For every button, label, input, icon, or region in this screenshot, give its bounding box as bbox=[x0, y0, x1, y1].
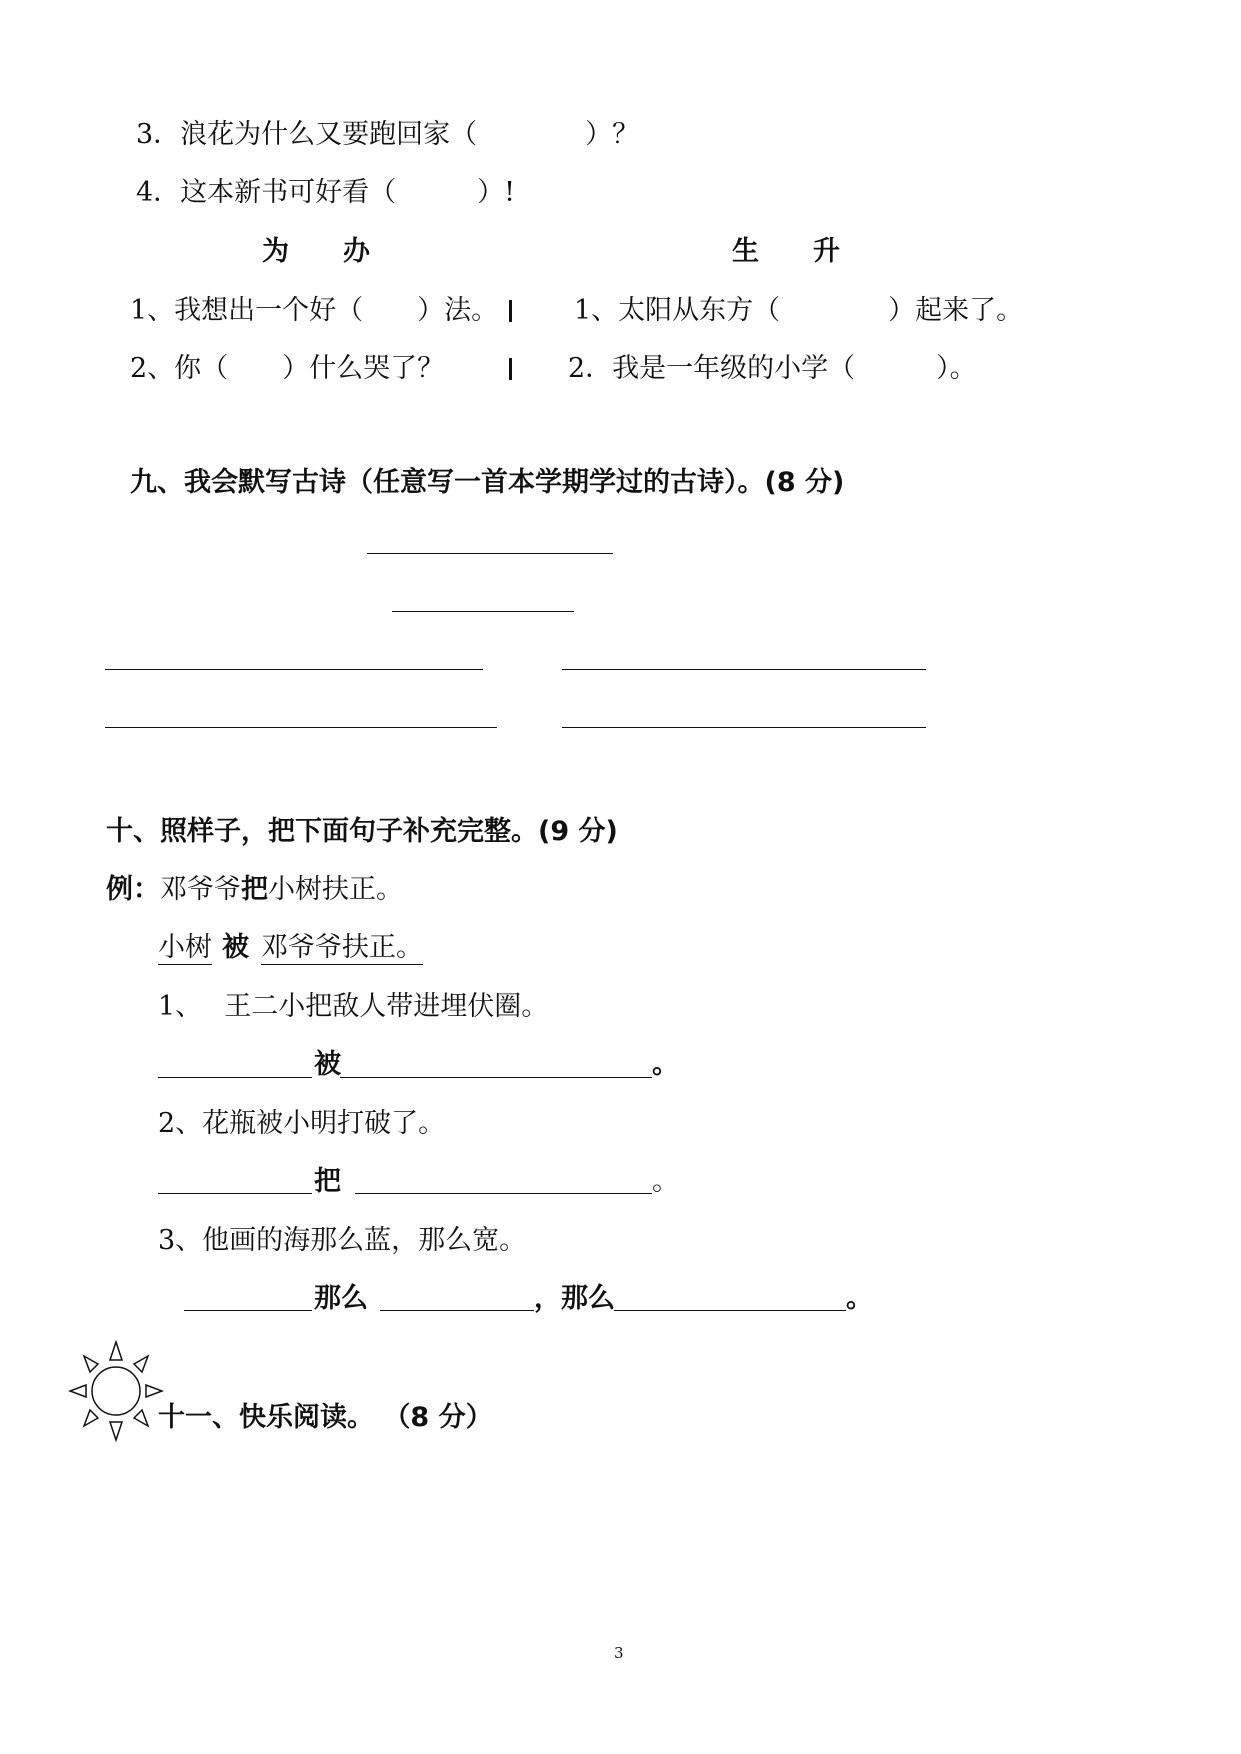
example-label: 例： bbox=[106, 874, 160, 905]
item-3-blank-c[interactable] bbox=[614, 1310, 846, 1311]
item-2-sentence: 2、花瓶被小明打破了。 bbox=[158, 1108, 446, 1139]
fill-sentence-2a: 1、太阳从东方（ ）起来了。 bbox=[574, 295, 1024, 326]
question-3: 3．浪花为什么又要跑回家（ ）？ bbox=[136, 119, 640, 150]
example-answer bbox=[158, 931, 423, 965]
char-pair-2: 生 升 bbox=[732, 236, 840, 267]
item-1-keyword: 被 bbox=[314, 1049, 341, 1080]
page-number: 3 bbox=[614, 1644, 624, 1662]
item-3-blank-a[interactable] bbox=[184, 1310, 312, 1311]
item-2-blank-b[interactable] bbox=[355, 1193, 652, 1194]
question-4: 4．这本新书可好看（ ）! bbox=[136, 177, 516, 208]
poem-line-2[interactable] bbox=[562, 669, 926, 670]
poem-author-line[interactable] bbox=[392, 611, 574, 612]
section-9-title: 九、我会默写古诗（任意写一首本学期学过的古诗）。(8 分) bbox=[130, 467, 845, 498]
example-sentence bbox=[106, 873, 403, 907]
example-subject: 邓爷爷 bbox=[160, 874, 241, 905]
fill-sentence-2b: 2．我是一年级的小学（ ）。 bbox=[568, 353, 977, 384]
item-1-blank-a[interactable] bbox=[158, 1077, 312, 1078]
item-2-period: 。 bbox=[652, 1166, 679, 1197]
poem-line-1[interactable] bbox=[105, 669, 483, 670]
item-2-keyword: 把 bbox=[314, 1166, 341, 1197]
fill-sentence-1b: 2、你（ ）什么哭了？ bbox=[130, 353, 445, 384]
example-answer-part-b: 邓爷爷扶正。 bbox=[261, 932, 423, 963]
section-10-title: 十、照样子，把下面句子补充完整。(9 分) bbox=[106, 816, 618, 847]
item-3-period: 。 bbox=[846, 1283, 873, 1314]
example-answer-keyword: 被 bbox=[222, 932, 249, 963]
item-3-sentence: 3、他画的海那么蓝，那么宽。 bbox=[158, 1225, 527, 1256]
poem-title-line[interactable] bbox=[367, 553, 613, 554]
sun-icon bbox=[68, 1338, 164, 1444]
item-3-keyword-1: 那么 bbox=[314, 1283, 368, 1314]
item-3-keyword-2: ，那么 bbox=[534, 1283, 615, 1314]
column-divider bbox=[509, 300, 512, 322]
section-11-title: 十一、快乐阅读。 （8 分） bbox=[158, 1402, 493, 1433]
item-1-period: 。 bbox=[652, 1049, 679, 1080]
char-pair-1: 为 办 bbox=[262, 236, 370, 267]
example-answer-part-a: 小树 bbox=[158, 932, 212, 963]
column-divider bbox=[509, 358, 512, 380]
item-2-blank-a[interactable] bbox=[158, 1193, 312, 1194]
poem-line-3[interactable] bbox=[105, 727, 497, 728]
example-keyword: 把 bbox=[241, 874, 268, 905]
poem-line-4[interactable] bbox=[562, 727, 926, 728]
item-1-blank-b[interactable] bbox=[340, 1077, 652, 1078]
fill-sentence-1a: 1、我想出一个好（ ）法。 bbox=[130, 295, 499, 326]
example-rest: 小树扶正。 bbox=[268, 874, 403, 905]
item-1-sentence: 1、 王二小把敌人带进埋伏圈。 bbox=[158, 991, 549, 1022]
item-3-blank-b[interactable] bbox=[380, 1310, 534, 1311]
